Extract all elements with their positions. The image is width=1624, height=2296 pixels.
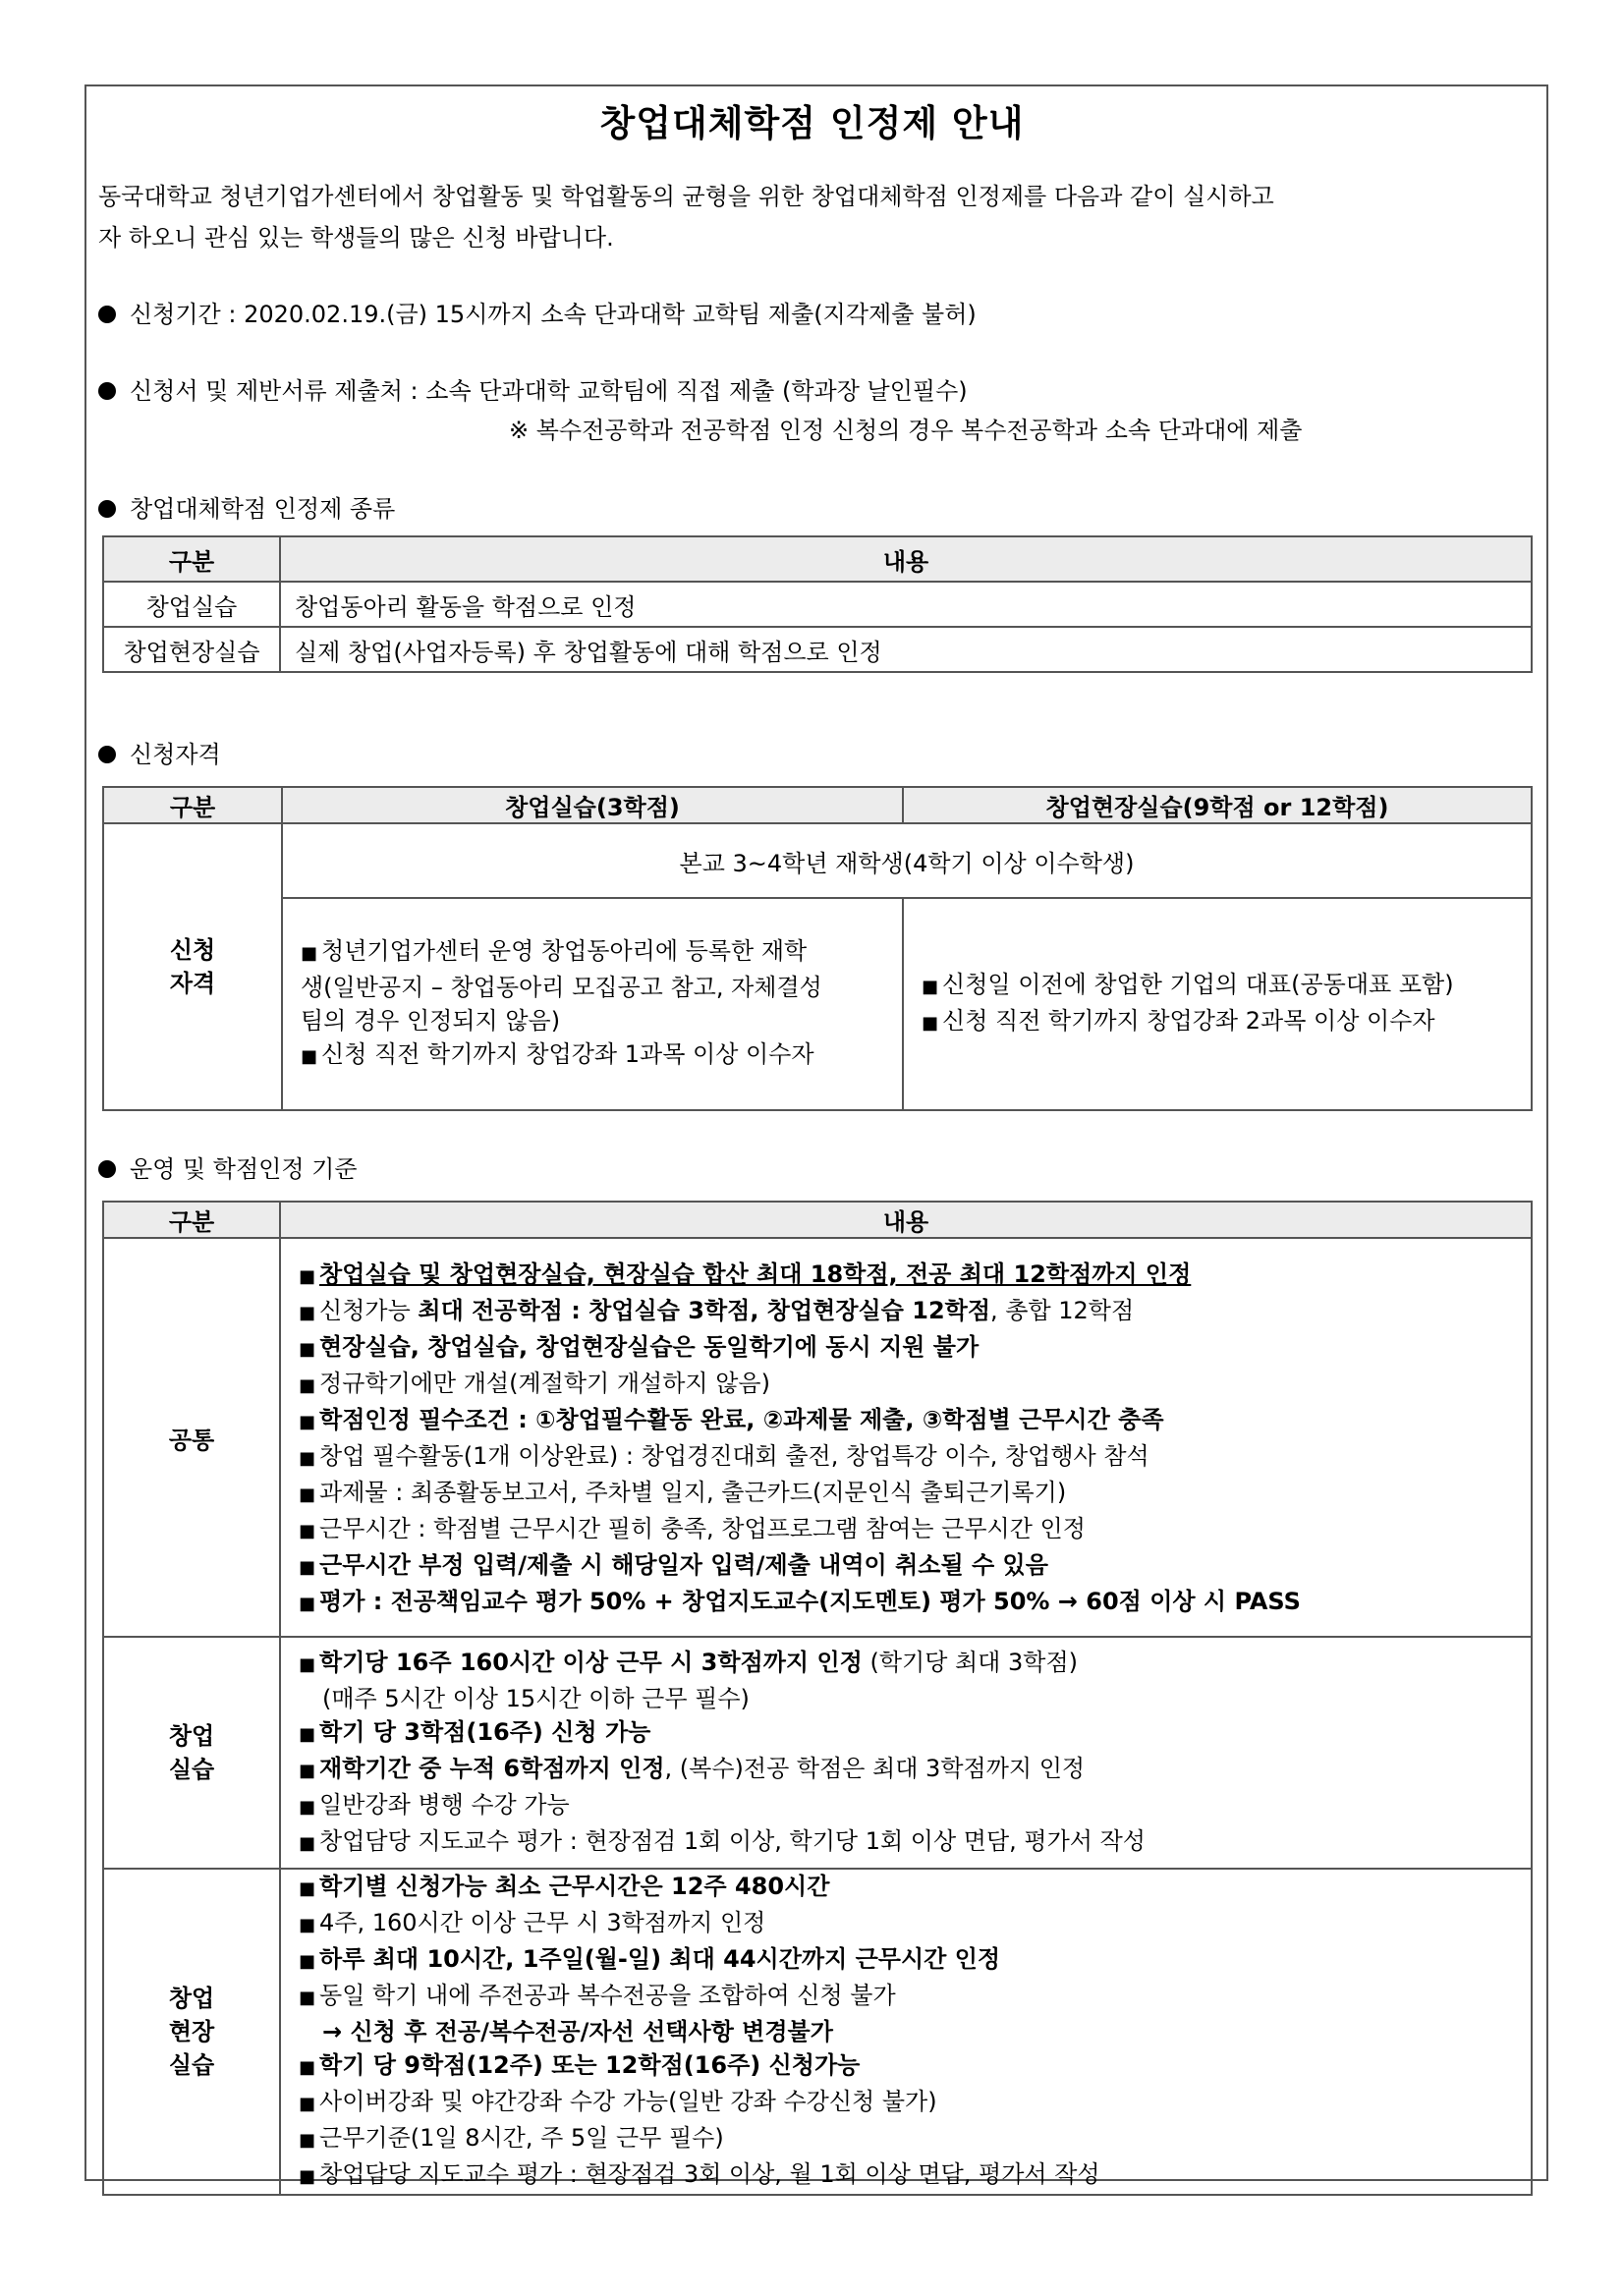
list-item xyxy=(299,1824,1531,1861)
list-item xyxy=(299,1979,1531,2015)
list-item xyxy=(299,1788,1531,1824)
ops-common-1: 창업실습 및 창업현장실습, 현장실습 합산 최대 18학점, 전공 최대 12학점까지 인정 xyxy=(319,1260,1192,1288)
list-item xyxy=(299,1752,1531,1788)
ops-heading-text: 운영 및 학점인정 기준 xyxy=(130,1155,358,1183)
square-bullet-icon: ■ xyxy=(299,1878,316,1899)
elig-field-1: 신청일 이전에 창업한 기업의 대표(공동대표 포함) xyxy=(942,971,1454,998)
table-row xyxy=(103,898,1532,1110)
ops-common-label: 공통 xyxy=(103,1238,280,1637)
list-item xyxy=(299,1367,1531,1403)
types-heading xyxy=(98,491,395,527)
square-bullet-icon: ■ xyxy=(299,1448,316,1469)
elig-field-cell xyxy=(903,898,1532,1110)
square-bullet-icon: ■ xyxy=(299,1521,316,1541)
submit-text: 신청서 및 제반서류 제출처 : 소속 단과대학 교학팀에 직접 제출 (학과장 날인필수) xyxy=(130,377,968,405)
square-bullet-icon: ■ xyxy=(922,1013,939,1034)
ops-practice-label xyxy=(103,1637,280,1869)
list-item xyxy=(922,1004,1531,1040)
ops-field-2: 4주, 160시간 이상 근무 시 3학점까지 인정 xyxy=(319,1909,766,1936)
types-row-1-category: 창업실습 xyxy=(103,582,280,627)
square-bullet-icon: ■ xyxy=(299,1412,316,1432)
types-col-header-category: 구분 xyxy=(103,536,280,582)
ops-practice-3a: 재학기간 중 누적 6학점까지 인정 xyxy=(319,1754,665,1782)
list-item xyxy=(299,1439,1531,1476)
square-bullet-icon: ■ xyxy=(301,1046,318,1067)
list-item xyxy=(299,2121,1531,2157)
elig-field-2: 신청 직전 학기까지 창업강좌 2과목 이상 이수자 xyxy=(942,1007,1435,1035)
table-row xyxy=(103,1238,1532,1637)
list-item xyxy=(301,1037,902,1074)
elig-practice-1a: 청년기업가센터 운영 창업동아리에 등록한 재학 xyxy=(321,937,808,965)
ops-common-10: 평가 : 전공책임교수 평가 50% + 창업지도교수(지도멘토) 평가 50% → 60점 이상 시 PASS xyxy=(319,1588,1301,1615)
ops-field-label xyxy=(103,1869,280,2195)
elig-col-header-category: 구분 xyxy=(103,787,282,823)
table-row xyxy=(103,1869,1532,2195)
elig-label-line-2: 자격 xyxy=(169,970,216,997)
bullet-dot-icon xyxy=(98,500,116,518)
square-bullet-icon: ■ xyxy=(299,1796,316,1818)
table-row xyxy=(103,1637,1532,1869)
ops-table xyxy=(102,1201,1533,2196)
list-item xyxy=(299,1942,1531,1979)
square-bullet-icon: ■ xyxy=(299,1339,316,1360)
ops-common-2c: , 총합 12학점 xyxy=(990,1297,1135,1324)
submit-item xyxy=(98,373,968,409)
ops-field-1: 학기별 신청가능 최소 근무시간은 12주 480시간 xyxy=(319,1873,830,1900)
ops-practice-label-1: 창업 xyxy=(168,1722,215,1750)
square-bullet-icon: ■ xyxy=(299,2166,316,2187)
list-item xyxy=(299,2048,1531,2085)
elig-heading xyxy=(98,737,221,772)
square-bullet-icon: ■ xyxy=(299,1988,316,2008)
bullet-dot-icon xyxy=(98,1160,116,1178)
list-item xyxy=(299,1512,1531,1548)
list-item xyxy=(299,2157,1531,2194)
bullet-dot-icon xyxy=(98,746,116,763)
square-bullet-icon: ■ xyxy=(299,1484,316,1505)
ops-common-9: 근무시간 부정 입력/제출 시 해당일자 입력/제출 내역이 취소될 수 있음 xyxy=(319,1551,1048,1579)
ops-field-cell xyxy=(280,1869,1532,2195)
ops-practice-4: 일반강좌 병행 수강 가능 xyxy=(319,1790,570,1819)
ops-field-label-3: 실습 xyxy=(168,2051,215,2079)
ops-common-7: 과제물 : 최종활동보고서, 주차별 일지, 출근카드(지문인식 출퇴근기록기) xyxy=(319,1479,1067,1506)
list-item xyxy=(299,1258,1531,1294)
square-bullet-icon: ■ xyxy=(922,977,939,997)
ops-practice-1b: (학기당 최대 3학점) xyxy=(862,1648,1078,1676)
list-item xyxy=(299,1330,1531,1367)
ops-common-3: 현장실습, 창업실습, 창업현장실습은 동일학기에 동시 지원 불가 xyxy=(319,1333,980,1361)
period-item xyxy=(98,297,977,332)
list-item xyxy=(922,968,1531,1004)
bullet-dot-icon xyxy=(98,382,116,400)
list-item xyxy=(299,1646,1531,1682)
ops-practice-cell xyxy=(280,1637,1532,1869)
square-bullet-icon: ■ xyxy=(299,1760,316,1781)
square-bullet-icon: ■ xyxy=(299,1723,316,1745)
ops-field-7: 근무기준(1일 8시간, 주 5일 근무 필수) xyxy=(319,2124,724,2152)
elig-practice-1c: 팀의 경우 인정되지 않음) xyxy=(301,1007,561,1035)
ops-heading xyxy=(98,1151,358,1187)
square-bullet-icon: ■ xyxy=(299,1303,316,1323)
ops-col-header-content: 내용 xyxy=(280,1202,1532,1238)
ops-practice-1c: (매주 5시간 이상 15시간 이하 근무 필수) xyxy=(322,1684,750,1712)
ops-col-header-category: 구분 xyxy=(103,1202,280,1238)
elig-practice-2: 신청 직전 학기까지 창업강좌 1과목 이상 이수자 xyxy=(321,1040,814,1068)
square-bullet-icon: ■ xyxy=(299,1915,316,1935)
square-bullet-icon: ■ xyxy=(299,2130,316,2151)
ops-practice-5: 창업담당 지도교수 평가 : 현장점검 1회 이상, 학기당 1회 이상 면담, 평가서 작성 xyxy=(319,1826,1146,1855)
ops-field-8: 창업담당 지도교수 평가 : 현장점검 3회 이상, 월 1회 이상 면담, 평가서 작성 xyxy=(319,2160,1100,2188)
square-bullet-icon: ■ xyxy=(299,1594,316,1614)
list-item xyxy=(299,1294,1531,1330)
list-item xyxy=(299,1715,1531,1752)
list-item xyxy=(301,934,902,971)
ops-field-4: 동일 학기 내에 주전공과 복수전공을 조합하여 신청 불가 xyxy=(319,1982,896,2009)
table-row xyxy=(103,823,1532,898)
ops-common-8: 근무시간 : 학점별 근무시간 필히 충족, 창업프로그램 참여는 근무시간 인정 xyxy=(319,1515,1086,1542)
ops-practice-3b: , (복수)전공 학점은 최대 3학점까지 인정 xyxy=(664,1754,1086,1782)
ops-field-5: 학기 당 9학점(12주) 또는 12학점(16주) 신청가능 xyxy=(319,2051,861,2079)
ops-field-label-2: 현장 xyxy=(168,2018,215,2045)
elig-col-header-practice: 창업실습(3학점) xyxy=(282,787,903,823)
ops-common-2b: 최대 전공학점 : 창업실습 3학점, 창업현장실습 12학점 xyxy=(418,1297,991,1324)
ops-common-cell xyxy=(280,1238,1532,1637)
elig-label xyxy=(103,823,282,1110)
ops-common-2a: 신청가능 xyxy=(319,1297,419,1324)
square-bullet-icon: ■ xyxy=(299,1375,316,1396)
list-item xyxy=(299,1870,1531,1906)
list-item xyxy=(299,1548,1531,1585)
square-bullet-icon: ■ xyxy=(299,2094,316,2114)
square-bullet-icon: ■ xyxy=(299,1832,316,1854)
square-bullet-icon: ■ xyxy=(299,1557,316,1578)
bullet-dot-icon xyxy=(98,306,116,323)
elig-label-line-1: 신청 xyxy=(169,936,216,964)
ops-common-5: 학점인정 필수조건 : ①창업필수활동 완료, ②과제물 제출, ③학점별 근무시간 충족 xyxy=(319,1406,1164,1433)
types-table xyxy=(102,535,1533,673)
elig-table xyxy=(102,786,1533,1111)
ops-field-6: 사이버강좌 및 야간강좌 수강 가능(일반 강좌 수강신청 불가) xyxy=(319,2088,937,2115)
ops-practice-label-2: 실습 xyxy=(168,1756,215,1783)
list-item xyxy=(299,1403,1531,1439)
types-row-2-content: 실제 창업(사업자등록) 후 창업활동에 대해 학점으로 인정 xyxy=(280,627,1532,672)
square-bullet-icon: ■ xyxy=(299,1653,316,1675)
ops-field-3: 하루 최대 10시간, 1주일(월-일) 최대 44시간까지 근무시간 인정 xyxy=(319,1945,1001,1973)
square-bullet-icon: ■ xyxy=(299,2057,316,2078)
elig-col-header-field: 창업현장실습(9학점 or 12학점) xyxy=(903,787,1532,823)
period-text: 신청기간 : 2020.02.19.(금) 15시까지 소속 단과대학 교학팀 제출(지각제출 불허) xyxy=(130,301,977,328)
square-bullet-icon: ■ xyxy=(299,1266,316,1287)
types-row-2-category: 창업현장실습 xyxy=(103,627,280,672)
types-row-1-content: 창업동아리 활동을 학점으로 인정 xyxy=(280,582,1532,627)
elig-heading-text: 신청자격 xyxy=(130,741,221,768)
intro-line-1: 동국대학교 청년기업가센터에서 창업활동 및 학업활동의 균형을 위한 창업대체학점 인정제를 다음과 같이 실시하고 xyxy=(98,183,1274,210)
types-heading-text: 창업대체학점 인정제 종류 xyxy=(130,495,396,523)
types-col-header-content: 내용 xyxy=(280,536,1532,582)
elig-common: 본교 3~4학년 재학생(4학기 이상 이수학생) xyxy=(282,823,1532,898)
square-bullet-icon: ■ xyxy=(301,943,318,964)
page-title: 창업대체학점 인정제 안내 xyxy=(599,102,1025,144)
elig-practice-cell xyxy=(282,898,903,1110)
list-item xyxy=(299,1585,1531,1621)
ops-practice-2: 학기 당 3학점(16주) 신청 가능 xyxy=(319,1717,651,1746)
ops-common-4: 정규학기에만 개설(계절학기 개설하지 않음) xyxy=(319,1370,770,1397)
submit-note: ※ 복수전공학과 전공학점 인정 신청의 경우 복수전공학과 소속 단과대에 제출 xyxy=(509,417,1303,444)
elig-practice-1b: 생(일반공지 – 창업동아리 모집공고 참고, 자체결성 xyxy=(301,974,822,1001)
table-row xyxy=(103,582,1532,627)
list-item xyxy=(299,2085,1531,2121)
intro-line-2: 자 하오니 관심 있는 학생들의 많은 신청 바랍니다. xyxy=(98,224,614,252)
ops-field-label-1: 창업 xyxy=(168,1985,215,2012)
ops-practice-1a: 학기당 16주 160시간 이상 근무 시 3학점까지 인정 xyxy=(319,1648,863,1676)
list-item xyxy=(299,1476,1531,1512)
ops-field-4b: → 신청 후 전공/복수전공/자선 선택사항 변경불가 xyxy=(322,2018,833,2045)
table-row xyxy=(103,627,1532,672)
square-bullet-icon: ■ xyxy=(299,1951,316,1972)
list-item xyxy=(299,1906,1531,1942)
ops-common-6: 창업 필수활동(1개 이상완료) : 창업경진대회 출전, 창업특강 이수, 창업행사 참석 xyxy=(319,1442,1149,1470)
